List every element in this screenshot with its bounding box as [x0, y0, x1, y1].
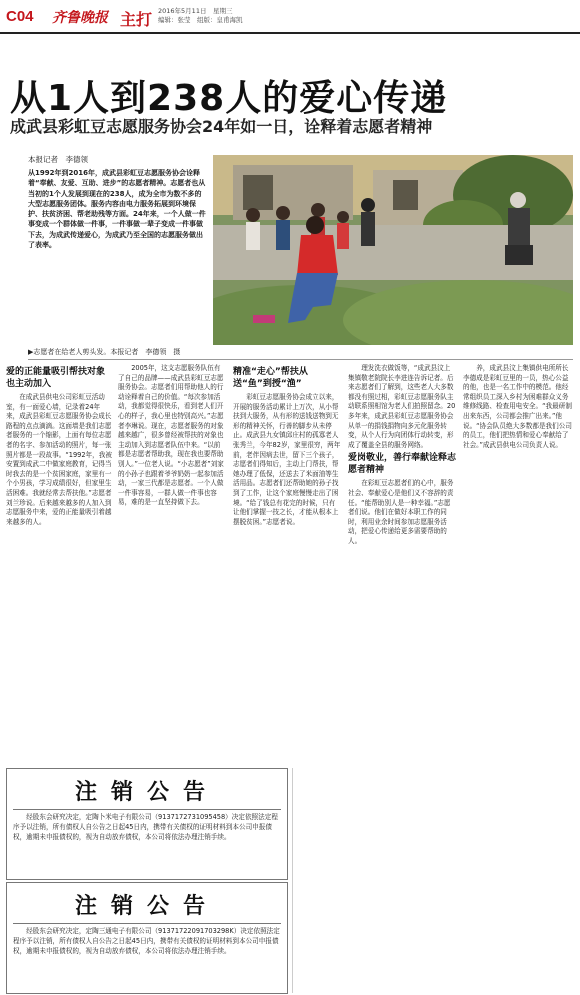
headline: 从1人到238人的爱心传递: [10, 78, 448, 119]
page-number: C04: [6, 8, 34, 25]
intro-paragraph: 从1992年到2016年，成武县彩虹豆志愿服务协会诠释着“奉献、友爱、互助、进步”的志愿者精神。志愿者也从当初的1个人发展到现在的238人，成为全市为数不多的大型志愿服务团体。服务内容由电力服务拓展到环境保护、扶贫济困、帮老助残等方面。24年来，一个人做一件事变成一个群体做一件事，一件事做一辈子变成一件事做下去，为成武传递爱心，为成武乃至全国的志愿服务做出了表率。: [28, 169, 206, 250]
notice-2: [6, 882, 288, 994]
column-1-text: 在成武县供电公司彩虹豆活动室，有一面爱心墙，记录着24年来，成武县彩虹豆志愿服务协会成长路程的点点滴滴。这面墙是我们志愿者服务的一个缩影，上面有每位志愿者的名字、参加活动的照片，每一张照片都是一段故事。“1992年，我被安置到成武二中做家庭教育，记得当时我去的是一个贫困家庭，家里有一个小男孩，学习成绩很好，但家里生活困难。我就经常去帮扶他。”志愿者刘兰珍说。后来越来越多的人加入到志愿服务中来，爱的正能量吸引着越来越多的人。: [6, 393, 112, 526]
section-divider: [28, 359, 573, 360]
photo-illustration: [213, 155, 573, 345]
column-4-text-b: 在彩虹豆志愿者们的心中，服务社会、奉献爱心是他们义不容辞的责任。“能帮助别人是一种幸福。”志愿者们说。他们在做好本职工作的同时，利用业余时间参加志愿服务活动，把爱心传递给更多需要帮助的人。: [348, 479, 454, 545]
column-3-text: 彩虹豆志愿服务协会成立以来，开展的服务活动累计上万次，从小帮扶到大服务，从有形的送钱送物到无形的精神关怀，行善的脚步从未停止。成武县九女镇邱庄村的孤寡老人张秀兰，今年82岁，家里很穷，两年前，老伴因病去世，留下三个孩子，志愿者们得知后，主动上门帮扶，帮她办理了低保，还送去了米面油等生活用品。志愿者们还帮助她的孙子找到了工作，让这个家庭慢慢走出了困境。“给了钱总有花完的时候，只有让他们掌握一技之长，才能从根本上摆脱贫困。”志愿者说。: [233, 393, 341, 526]
editor-line: 编辑：张莹 组版：皇甫海凯: [158, 16, 243, 24]
article-column-3: [233, 364, 341, 759]
photo-caption: ▶志愿者在给老人剪头发。本报记者 李德领 摄: [28, 348, 181, 356]
article-photo: [213, 155, 573, 345]
notice-2-title: 注销公告: [74, 894, 219, 919]
article-column-1: [6, 364, 112, 759]
article-column-4: [348, 364, 456, 759]
date-line: 2016年5月11日 星期三: [158, 7, 233, 15]
article-column-2: [118, 364, 226, 759]
notice-2-body: 经股东会研究决定，定陶三通电子有限公司（91371722091703298K）决定依照法定程序予以注销，所有债权人自公告之日起45日内，携带有关债权的证明材料到本公司申报债权，逾期未申报债权的，视为自动放弃债权，本公司将依法办理注销手续。: [13, 927, 280, 955]
byline: 本报记者 李德领: [28, 155, 88, 164]
notice-1-body: 经股东会研究决定，定陶卜米电子有限公司（9137172731095458）决定依照法定程序予以注销，所有债权人自公告之日起45日内，携带有关债权的证明材料到本公司申报债权，逾期未申报债权的，视为自动放弃债权，本公司将依法办理注销手续。: [13, 813, 278, 841]
header-meta: [158, 7, 243, 25]
notice-1-title: 注销公告: [74, 780, 219, 805]
article-column-5: [463, 364, 575, 759]
column-4-subheading: 爱岗敬业，善行奉献诠释志愿者精神: [348, 453, 456, 476]
column-5-text: 养，成武县汶上集镇供电所所长李德成是彩虹豆里的一员，热心公益的他，也是一名工作中的模范。他经常组织员工深入乡村为困难群众义务维修线路、检查用电安全。“我最研制出来东西，公司都会推广出来。”他说。“协会队员绝大多数都是我们公司的员工，他们把热情和爱心奉献给了社会。”成武县供电公司负责人说。: [463, 364, 572, 449]
notice-1: [6, 768, 288, 880]
column-2-text: 2005年，这支志愿服务队伍有了自己的品牌——成武县彩虹豆志愿服务协会。志愿者们用帮助他人的行动诠释着自己的价值。“每次参加活动，我都觉得很快乐，看到老人们开心的样子，我心里也特别高兴。”志愿者李琳说。现在，志愿者服务的对象越来越广，很多曾经被帮扶的对象也主动加入到志愿者队伍中来。“以前都是志愿者帮助我，现在我也要帮助别人。”一位老人说。“小志愿者”刘家的小孙子也跟着爷爷奶奶一起参加活动，一家三代都是志愿者。一个人做一件事容易，一群人做一件事也容易，难的是一直坚持做下去。: [118, 364, 224, 507]
newspaper-logo: 齐鲁晚报: [52, 10, 108, 26]
section-name: 主打: [120, 10, 153, 29]
subheadline: 成武县彩虹豆志愿服务协会24年如一日，诠释着志愿者精神: [10, 117, 433, 136]
column-4-text: 理发洗衣做饭等，“成武县汶上集镇敬老院院长李进连告诉记者。后来志愿者们了解到，这些老人大多数都没有照过相，彩虹豆志愿服务队主动联系照相馆为老人们拍照留念。20多年来，成武县彩虹豆志愿服务协会从单一的捐钱捐物向多元化服务转变，从个人行为向团体行动转变，形成了覆盖全县的服务网络。: [348, 364, 456, 449]
header-rule: [0, 32, 580, 34]
blank-ad-area: [292, 768, 575, 993]
column-3-subheading: 精准“走心”帮扶从送“鱼”到授“渔”: [233, 367, 308, 389]
column-1-subheading: 爱的正能量吸引帮扶对象也主动加入: [6, 367, 106, 389]
